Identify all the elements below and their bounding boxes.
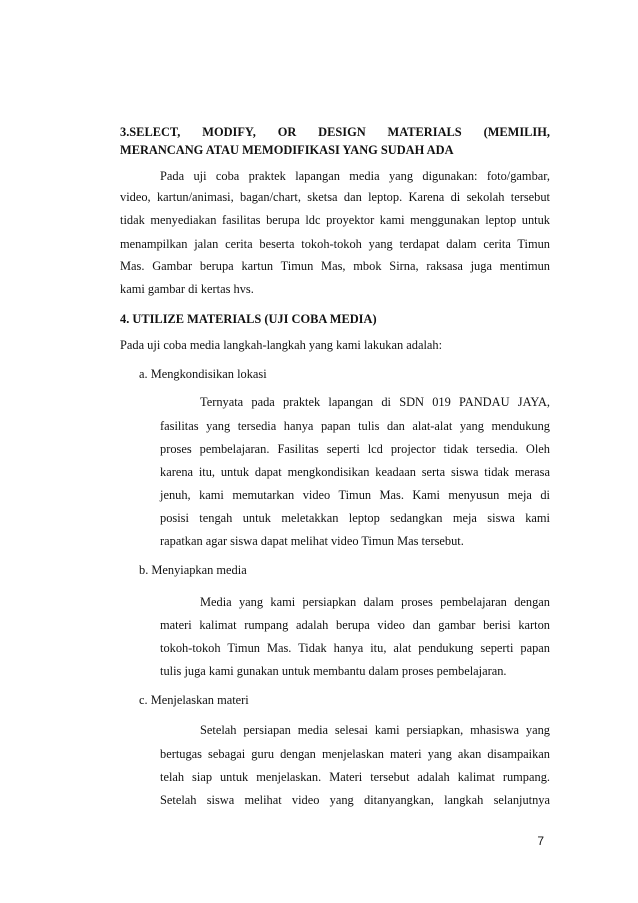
item-c-title: c. Menjelaskan materi — [139, 693, 249, 707]
section-3-heading-line-2: MERANCANG ATAU MEMODIFIKASI YANG SUDAH ADA — [120, 143, 454, 157]
paragraph-1-line-3: tidak menyediakan fasilitas berupa ldc proyektor kami menggunakan leptop untuk — [120, 213, 550, 227]
section-3-heading-line-1: 3.SELECT, MODIFY, OR DESIGN MATERIALS (MEMILIH, — [120, 125, 550, 139]
item-b-line-1: Media yang kami persiapkan dalam proses pembelajaran dengan — [200, 595, 550, 609]
item-b-line-3: tokoh-tokoh Timun Mas. Tidak hanya itu, alat pendukung seperti papan — [160, 641, 550, 655]
item-b-title: b. Menyiapkan media — [139, 563, 247, 577]
page-number: 7 — [537, 834, 544, 848]
item-c-line-1: Setelah persiapan media selesai kami persiapkan, mhasiswa yang — [200, 723, 550, 737]
item-c-line-3: telah siap untuk menjelaskan. Materi tersebut adalah kalimat rumpang. — [160, 770, 550, 784]
item-b-line-2: materi kalimat rumpang adalah berupa video dan gambar berisi karton — [160, 618, 550, 632]
item-a-line-1: Ternyata pada praktek lapangan di SDN 019 PANDAU JAYA, — [200, 395, 550, 409]
item-a-line-2: fasilitas yang tersedia hanya papan tulis dan alat-alat yang mendukung — [160, 419, 550, 433]
paragraph-1-line-1: Pada uji coba praktek lapangan media yang digunakan: foto/gambar, — [160, 169, 550, 183]
item-c-line-4: Setelah siswa melihat video yang ditanyangkan, langkah selanjutnya — [160, 793, 550, 807]
item-a-line-3: proses pembelajaran. Fasilitas seperti lcd projector tidak tersedia. Oleh — [160, 442, 550, 456]
paragraph-1-line-4: menampilkan jalan cerita beserta tokoh-tokoh yang terdapat dalam cerita Timun — [120, 237, 550, 251]
item-a-line-6: posisi tengah untuk meletakkan leptop sedangkan meja siswa kami — [160, 511, 550, 525]
item-a-line-5: jenuh, kami memutarkan video Timun Mas. Kami menyusun meja di — [160, 488, 550, 502]
paragraph-1-line-6: kami gambar di kertas hvs. — [120, 282, 254, 296]
section-4-intro: Pada uji coba media langkah-langkah yang kami lakukan adalah: — [120, 338, 443, 352]
paragraph-1-line-2: video, kartun/animasi, bagan/chart, sketsa dan leptop. Karena di sekolah tersebut — [120, 190, 550, 204]
item-a-line-4: karena itu, untuk dapat mengkondisikan keadaan serta siswa tidak merasa — [160, 465, 550, 479]
paragraph-1-line-5: Mas. Gambar berupa kartun Timun Mas, mbok Sirna, raksasa juga mentimun — [120, 259, 550, 273]
item-a-line-7: rapatkan agar siswa dapat melihat video Timun Mas tersebut. — [160, 534, 464, 548]
item-c-line-2: bertugas sebagai guru dengan menjelaskan materi yang akan disampaikan — [160, 747, 550, 761]
item-a-title: a. Mengkondisikan lokasi — [139, 367, 267, 381]
item-b-line-4: tulis juga kami gunakan untuk membantu dalam proses pembelajaran. — [160, 664, 507, 678]
section-4-heading: 4. UTILIZE MATERIALS (UJI COBA MEDIA) — [120, 312, 377, 326]
